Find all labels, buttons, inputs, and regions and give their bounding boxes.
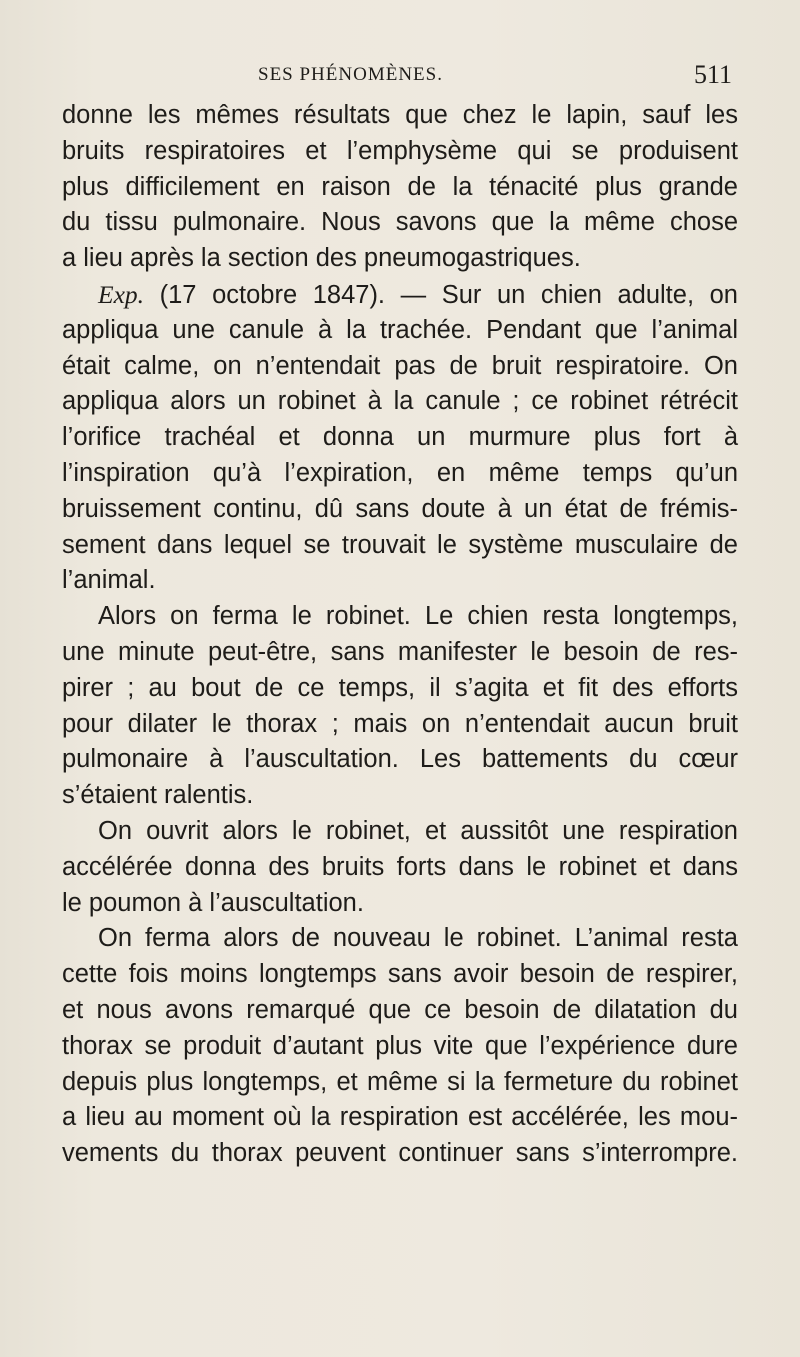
text-line: depuis plus longtemps, et même si la fermeture du robinet (62, 1067, 738, 1096)
text-line: On ouvrit alors le robinet, et aussitôt une respiration (98, 816, 738, 845)
paragraph (62, 599, 738, 814)
text-line: a lieu au moment où la respiration est accélérée, les mou- (62, 1103, 738, 1132)
text-line: une minute peut-être, sans manifester le besoin de res- (62, 637, 738, 666)
text-line: l’inspiration qu’à l’expiration, en même temps qu’un (62, 458, 738, 487)
page-number: 511 (694, 60, 733, 89)
text-line: pour dilater le thorax ; mais on n’entendait aucun bruit (62, 709, 738, 738)
text-line: accélérée donna des bruits forts dans le robinet et dans (62, 852, 738, 881)
text-line: pulmonaire à l’auscultation. Les battements du cœur (62, 745, 738, 774)
text-line: appliqua une canule à la trachée. Pendant que l’animal (62, 315, 738, 344)
text-line: thorax se produit d’autant plus vite que l’expérience dure (62, 1031, 738, 1060)
text-line: cette fois moins longtemps sans avoir besoin de respirer, (62, 960, 738, 989)
paragraph (62, 921, 738, 1172)
text-line: a lieu après la section des pneumogastriques. (62, 244, 581, 273)
text-line: l’animal. (62, 566, 156, 595)
text-line (62, 277, 738, 313)
page-header (0, 52, 800, 92)
text-line: l’orifice trachéal et donna un murmure plus fort à (62, 423, 738, 452)
text-line: vements du thorax peuvent continuer sans s’interrompre. (62, 1139, 738, 1168)
paragraph (62, 277, 738, 599)
text-line: sement dans lequel se trouvait le système musculaire de (62, 530, 738, 559)
text-line: appliqua alors un robinet à la canule ; ce robinet rétrécit (62, 387, 738, 416)
text-line: pirer ; au bout de ce temps, il s’agita et fit des efforts (62, 673, 738, 702)
text-line: du tissu pulmonaire. Nous savons que la même chose (62, 208, 738, 237)
text-line: était calme, on n’entendait pas de bruit respiratoire. On (62, 351, 738, 380)
text-line: et nous avons remarqué que ce besoin de dilatation du (62, 995, 738, 1024)
text-line: bruits respiratoires et l’emphysème qui se produisent (62, 136, 738, 165)
paragraph (62, 98, 738, 277)
text-line: Alors on ferma le robinet. Le chien resta longtemps, (98, 602, 738, 631)
text-line: le poumon à l’auscultation. (62, 888, 364, 917)
paragraph (62, 814, 738, 921)
text-line: plus difficilement en raison de la ténacité plus grande (62, 172, 738, 201)
experiment-abbreviation: Exp. (98, 279, 145, 309)
text-line: On ferma alors de nouveau le robinet. L’animal resta (98, 924, 738, 953)
text-line: donne les mêmes résultats que chez le lapin, sauf les (62, 101, 738, 129)
text-line: s’étaient ralentis. (62, 781, 254, 810)
running-title: SES PHÉNOMÈNES. (258, 64, 443, 85)
text-line: bruissement continu, dû sans doute à un état de frémis- (62, 494, 738, 523)
body-text (62, 98, 738, 1172)
text-run: (17 octobre 1847). — Sur un chien adulte, on (144, 280, 738, 309)
